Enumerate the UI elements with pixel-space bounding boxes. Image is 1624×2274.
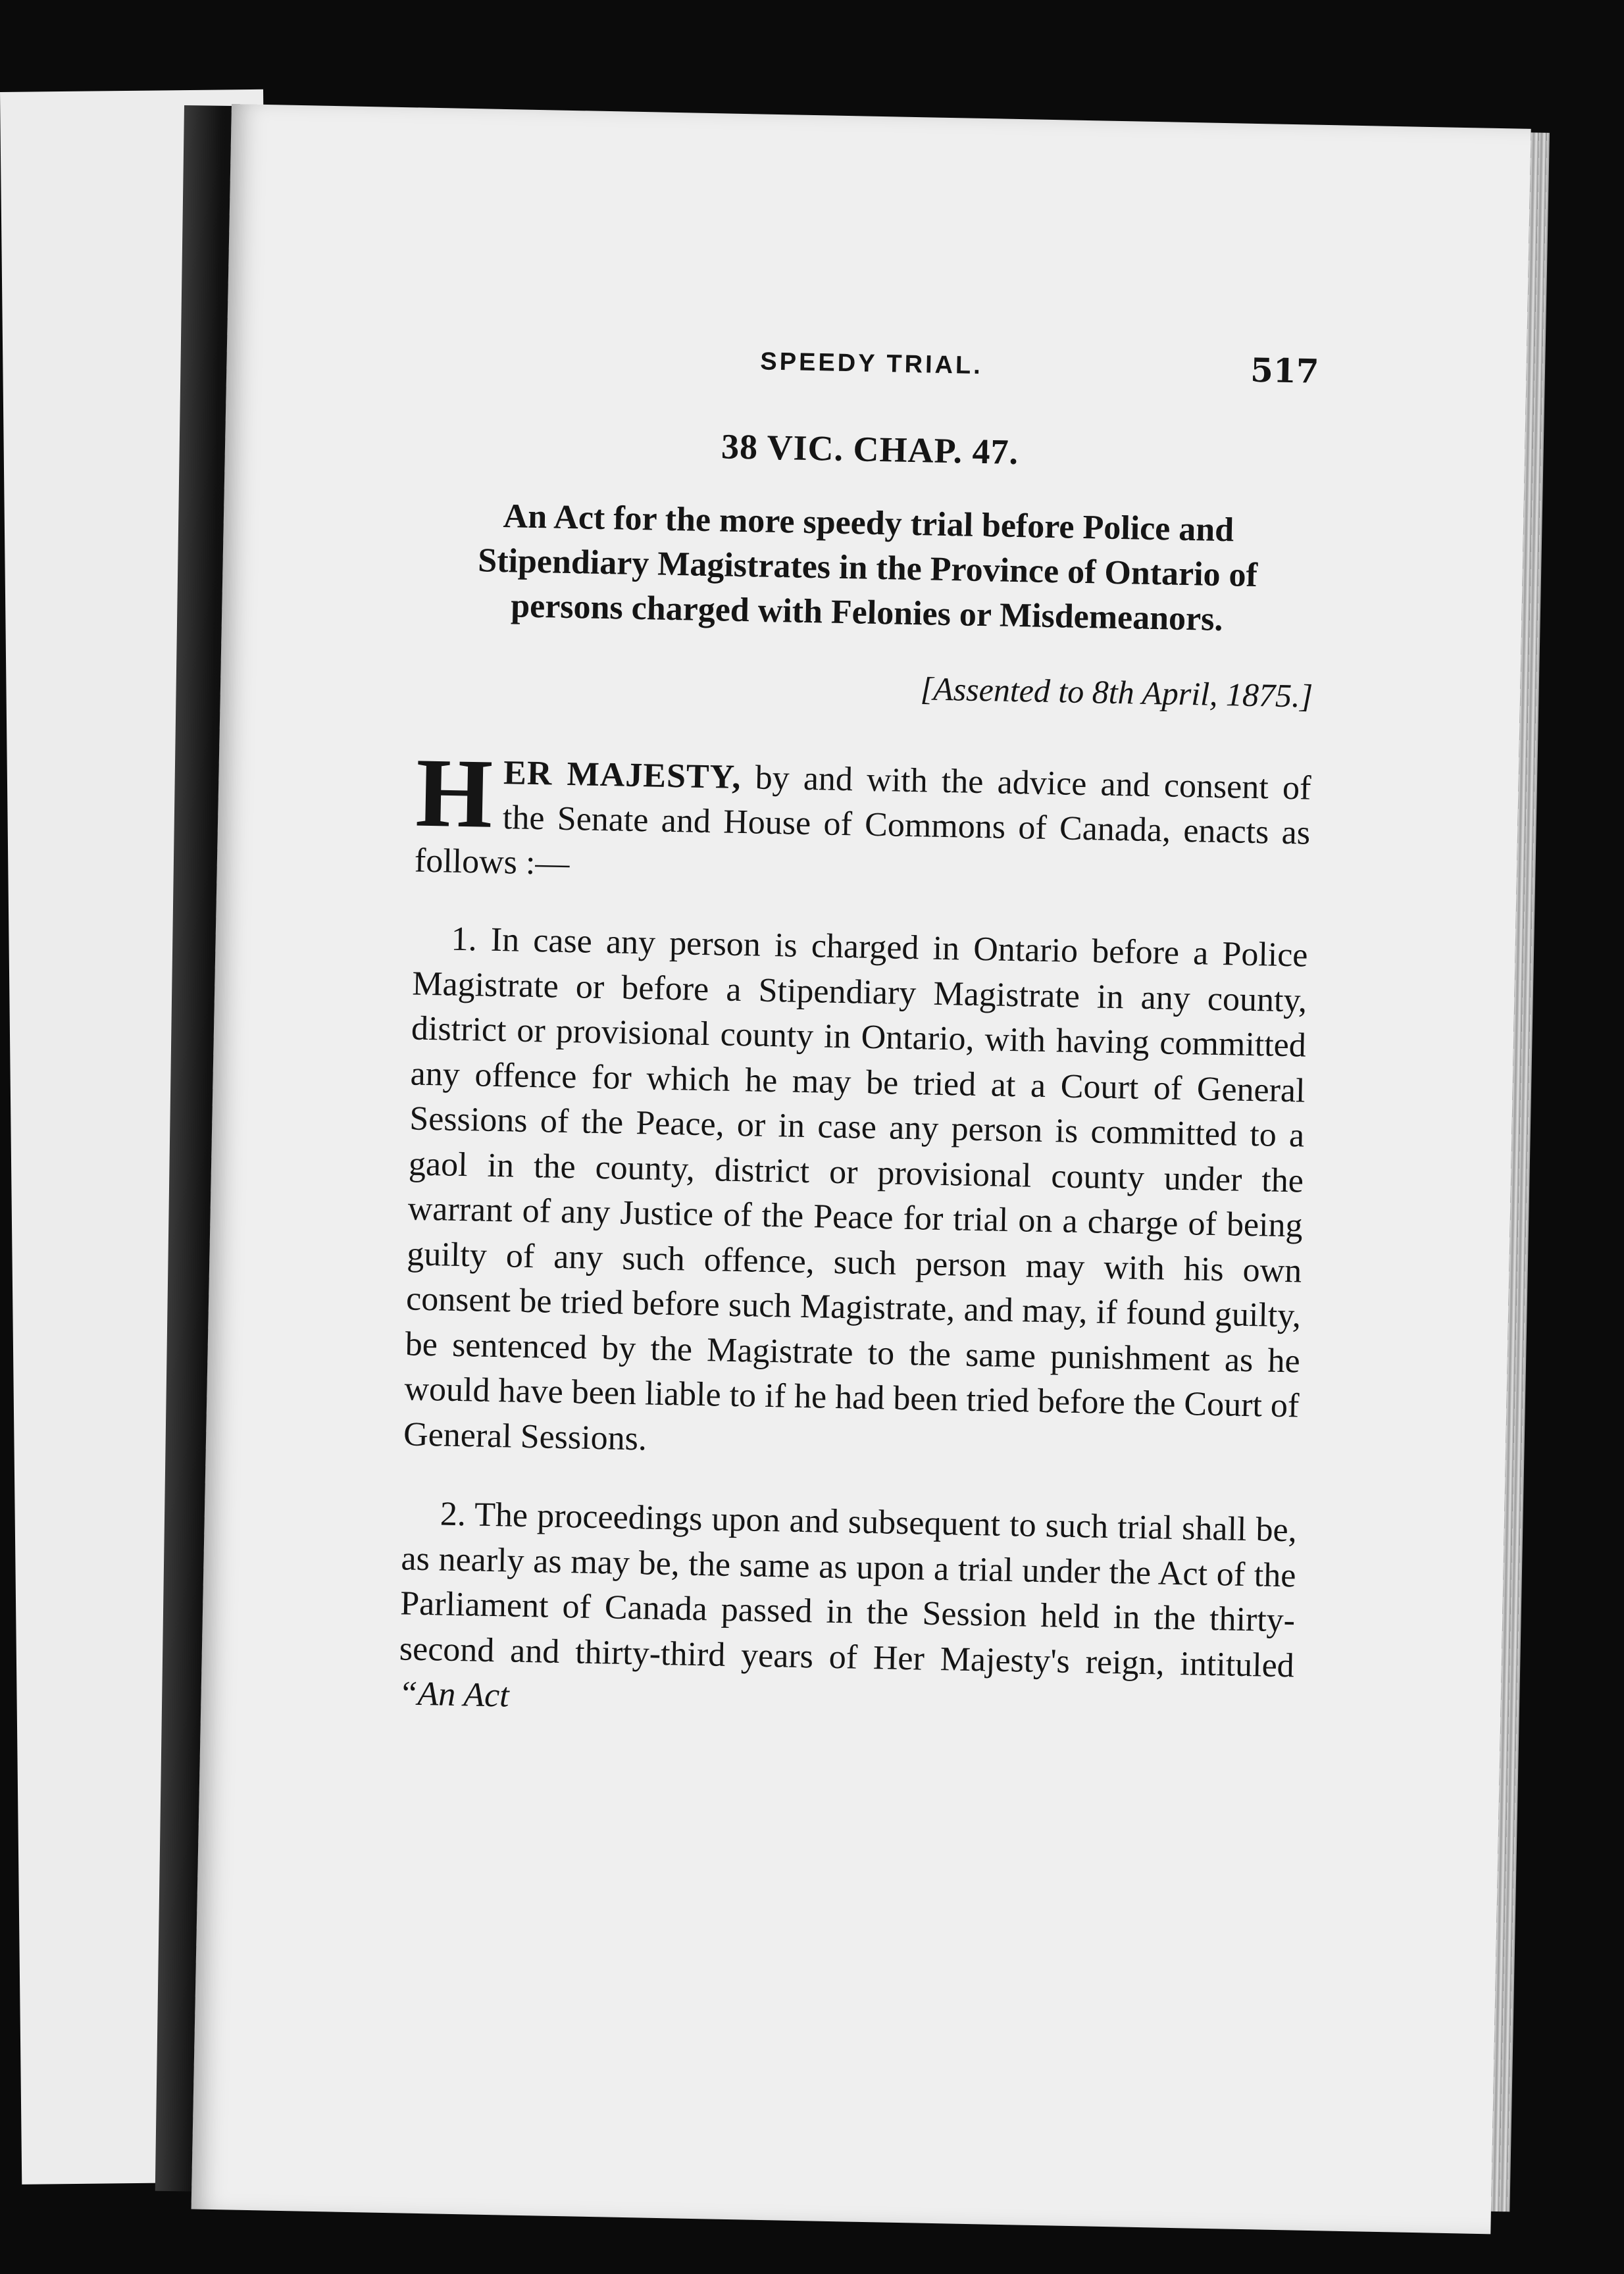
drop-cap: H [415,738,494,849]
enacting-text: by and with the advice and consent of the Senate and House of Commons of Canada, enacts as follows :— [414,759,1311,883]
page-content [397,335,1319,1768]
section-italic-tail: “An Act [398,1675,510,1715]
section-text: In case any person is charged in Ontario before a Police Magistrate or before a Stipendiary Magistrate in any county, district or provisional county in Ontario, with having committed any offence for which he may be tried at a Court of General Sessions of the Peace, or in case any person is committed to a gaol in the county, district or provisional county under the warrant of any Justice of the Peace for trial on a charge of being guilty of any such offence, such person may with his own consent be tried before such Magistrate, and may, if found guilty, be sentenced by the Magistrate to the same punishment as he would have been liable to if he had been tried before the Court of General Sessions. [403,921,1309,1457]
chapter-heading: 38 VIC. CHAP. 47. [721,426,1019,472]
section-text: The proceedings upon and subsequent to such trial shall be, as nearly as may be, the same as upon a trial under the Act of the Parliament of Canada passed in the Session held in the thirty-second and thirty-third years of Her Majesty's reign, intituled [399,1496,1298,1684]
enacting-clause [414,738,1311,901]
section-number: 1. [451,920,478,959]
section-2 [398,1491,1297,1734]
running-title: SPEEDY TRIAL. [759,347,984,380]
page-number: 517 [1250,350,1320,391]
assent-date: [Assented to 8th April, 1875.] [920,670,1313,715]
book-page [191,104,1531,2234]
enacting-caps: ER MAJESTY, [503,754,742,797]
act-title: An Act for the more speedy trial before Police and Stipendiary Magistrates in the Province of Ontario of persons charged with Felonies or Misdemeanors. [477,497,1258,639]
section-1 [403,917,1309,1475]
running-head [424,335,1319,398]
section-number: 2. [440,1495,467,1534]
